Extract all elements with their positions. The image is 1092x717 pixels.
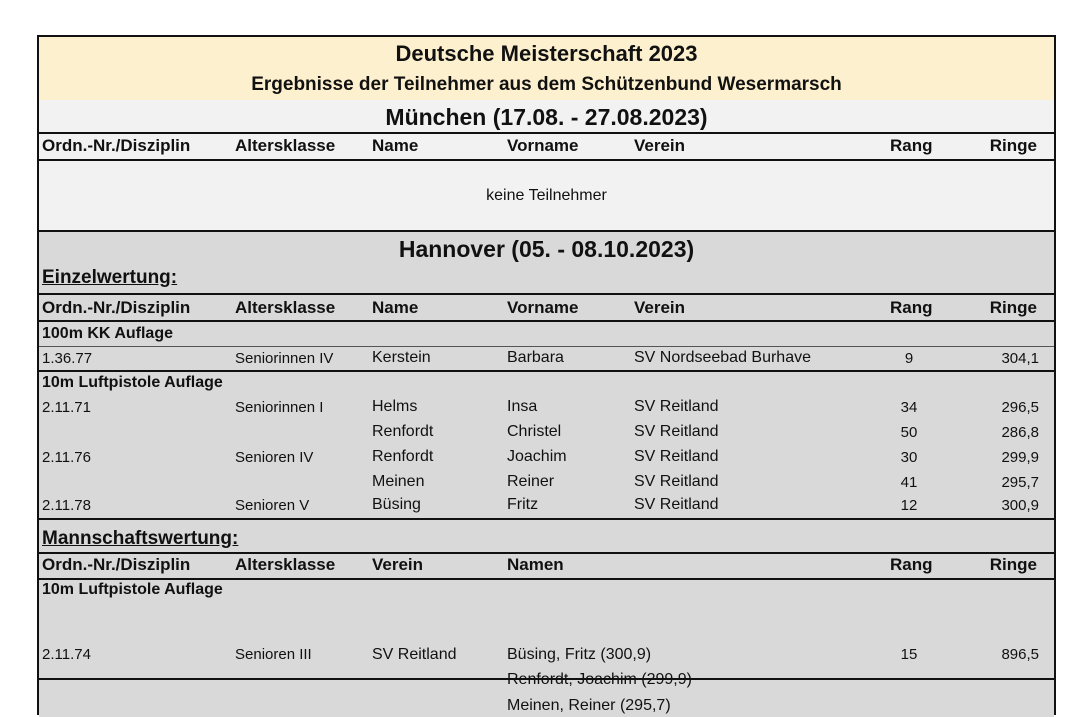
cell-vorname: Christel: [507, 423, 562, 440]
col-header-alter: Altersklasse: [235, 298, 336, 317]
results-document: [37, 35, 1056, 715]
section-hannover: [39, 232, 1054, 717]
group-label: 10m Luftpistole Auflage: [42, 374, 223, 391]
cell-ord: 1.36.77: [42, 350, 93, 367]
divider: [39, 159, 1054, 161]
col-header-namen: Namen: [507, 555, 564, 574]
cell-name: Kerstein: [372, 349, 431, 366]
cell-ringe: 896,5: [1001, 646, 1039, 663]
cell-vorname: Joachim: [507, 448, 567, 465]
divider: [39, 578, 1054, 580]
cell-vorname: Barbara: [507, 349, 564, 366]
col-header-alter: Altersklasse: [235, 555, 336, 574]
cell-rang: 34: [900, 399, 918, 416]
cell-rang: 30: [900, 449, 918, 466]
cell-ringe: 304,1: [1001, 350, 1039, 367]
cell-rang: 9: [904, 350, 914, 367]
col-header-ord: Ordn.-Nr./Disziplin: [42, 136, 191, 155]
cell-name: Büsing: [372, 496, 421, 513]
cell-ringe: 295,7: [1001, 474, 1039, 491]
cell-ord: 2.11.71: [42, 399, 91, 416]
divider: [39, 346, 1054, 347]
col-header-rang: Rang: [890, 298, 933, 317]
cell-rang: 15: [900, 646, 918, 663]
cell-verein: SV Reitland: [634, 473, 719, 490]
col-header-rang: Rang: [890, 136, 933, 155]
group-label: 100m KK Auflage: [42, 325, 173, 342]
cell-alter: Senioren IV: [235, 449, 314, 466]
col-header-ord: Ordn.-Nr./Disziplin: [42, 555, 191, 574]
document-subtitle: Ergebnisse der Teilnehmer aus dem Schützenbund Wesermarsch: [251, 74, 842, 95]
cell-vorname: Fritz: [507, 496, 539, 513]
mannschaftswertung-heading: Mannschaftswertung:: [42, 528, 239, 549]
cell-alter: Senioren III: [235, 646, 312, 663]
cell-vorname: Reiner: [507, 473, 555, 490]
col-header-rang: Rang: [890, 555, 933, 574]
cell-name: Meinen: [372, 473, 425, 490]
divider: [39, 552, 1054, 554]
divider: [39, 678, 1054, 680]
cell-verein: SV Reitland: [634, 448, 719, 465]
empty-message: keine Teilnehmer: [486, 187, 607, 204]
col-header-ringe: Ringe: [989, 136, 1037, 155]
col-header-vorname: Vorname: [507, 136, 579, 155]
cell-ringe: 286,8: [1001, 424, 1039, 441]
col-header-ord: Ordn.-Nr./Disziplin: [42, 298, 191, 317]
cell-rang: 41: [900, 474, 918, 491]
cell-ringe: 299,9: [1001, 449, 1039, 466]
cell-verein: SV Reitland: [634, 398, 719, 415]
einzelwertung-heading: Einzelwertung:: [42, 267, 178, 288]
cell-ord: 2.11.74: [42, 646, 91, 663]
cell-verein: SV Reitland: [634, 423, 719, 440]
col-header-name: Name: [372, 136, 419, 155]
col-header-verein: Verein: [634, 136, 686, 155]
col-header-vorname: Vorname: [507, 298, 579, 317]
cell-alter: Seniorinnen IV: [235, 350, 334, 367]
divider: [39, 132, 1054, 134]
cell-ord: 2.11.76: [42, 449, 91, 466]
divider: [39, 320, 1054, 322]
cell-vorname: Insa: [507, 398, 538, 415]
cell-rang: 12: [900, 497, 918, 514]
cell-ord: 2.11.78: [42, 497, 91, 514]
cell-verein: SV Nordseebad Burhave: [634, 349, 811, 366]
col-header-verein: Verein: [372, 555, 424, 574]
divider: [39, 370, 1054, 372]
section-muenchen: [39, 100, 1054, 232]
section-muenchen-title: München (17.08. - 27.08.2023): [385, 104, 708, 130]
cell-name: Renfordt: [372, 423, 434, 440]
section-hannover-title: Hannover (05. - 08.10.2023): [398, 236, 695, 262]
cell-namen: Büsing, Fritz (300,9): [507, 646, 652, 663]
cell-verein: SV Reitland: [372, 646, 457, 663]
cell-name: Renfordt: [372, 448, 434, 465]
document-header: [39, 37, 1054, 102]
cell-ringe: 300,9: [1001, 497, 1039, 514]
group-label: 10m Luftpistole Auflage: [42, 581, 223, 598]
cell-alter: Seniorinnen I: [235, 399, 324, 416]
cell-rang: 50: [900, 424, 918, 441]
col-header-ringe: Ringe: [989, 555, 1037, 574]
cell-name: Helms: [372, 398, 418, 415]
col-header-alter: Altersklasse: [235, 136, 336, 155]
cell-ringe: 296,5: [1001, 399, 1039, 416]
cell-namen: Meinen, Reiner (295,7): [507, 697, 671, 714]
cell-namen: Renfordt, Joachim (299,9): [507, 671, 692, 688]
document-title: Deutsche Meisterschaft 2023: [395, 41, 698, 66]
col-header-name: Name: [372, 298, 419, 317]
divider: [39, 293, 1054, 295]
col-header-ringe: Ringe: [989, 298, 1037, 317]
cell-alter: Senioren V: [235, 497, 310, 514]
divider: [39, 518, 1054, 520]
col-header-verein: Verein: [634, 298, 686, 317]
cell-verein: SV Reitland: [634, 496, 719, 513]
